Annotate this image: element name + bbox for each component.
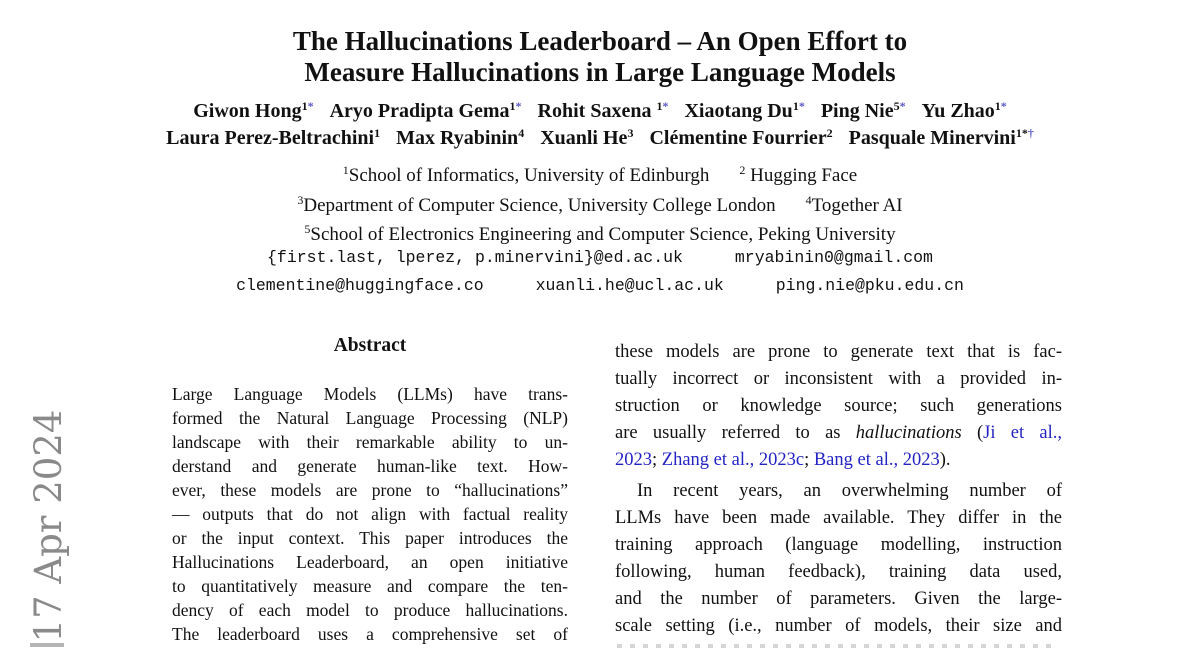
abstract-line: formed the Natural Language Processing (NLP) — [172, 408, 568, 428]
footnote-mark[interactable]: † — [1027, 126, 1034, 140]
abstract-line: or the input context. This paper introduces the — [172, 528, 568, 548]
affiliation-sup: 4 — [805, 192, 812, 207]
author-name: Pasquale Minervini$^{1*\dagger}$ — [848, 126, 1034, 149]
emails-line-1 — [0, 244, 1200, 272]
email-address: clementine@huggingface.co — [236, 275, 484, 295]
footnote-mark[interactable]: * — [515, 99, 522, 113]
cut-off-line — [617, 644, 1057, 648]
author-name: Laura Perez-Beltrachini$^1$ — [166, 126, 381, 149]
author-name: Clémentine Fourrier$^2$ — [649, 126, 833, 149]
intro-line: are usually referred to as hallucinations (Ji et al., — [615, 423, 1062, 443]
citation-link[interactable]: Bang et al., 2023 — [813, 450, 940, 470]
author-affiliation-sup: 1 — [792, 99, 799, 113]
affiliations — [0, 162, 1200, 251]
intro-paragraph-1 — [615, 339, 1062, 474]
author-name: Ping Nie$^{5*}$ — [820, 99, 906, 122]
intro-line: tually incorrect or inconsistent with a provided in- — [615, 369, 1062, 389]
author-name: Xuanli He$^3$ — [540, 126, 634, 149]
intro-line: these models are prone to generate text that is fac- — [615, 342, 1062, 362]
intro-line: LLMs have been made available. They differ in the — [615, 508, 1062, 528]
affiliation-sup: 5 — [304, 222, 311, 236]
email-address: mryabinin0@gmail.com — [734, 248, 933, 267]
abstract-heading: Abstract — [333, 335, 407, 356]
abstract-line: ever, these models are prone to “hallucinations” — [172, 480, 568, 500]
intro-line: scale setting (i.e., number of models, their size and — [615, 616, 1062, 636]
footnote-mark[interactable]: * — [798, 99, 805, 113]
abstract-line: — outputs that do not align with factual reality — [172, 504, 568, 524]
abstract-line: to quantitatively measure and compare the ten- — [172, 576, 568, 596]
abstract-line: Large Language Models (LLMs) have trans- — [172, 384, 568, 404]
intro-paragraph-2 — [615, 478, 1062, 640]
citation-link[interactable]: Zhang et al., 2023c — [661, 450, 805, 470]
intro-line: In recent years, an overwhelming number of — [637, 481, 1062, 501]
intro-line: and the number of parameters. Given the large- — [615, 589, 1062, 609]
affiliation-line: $^1$School of Informatics, University of Edinburgh $^2$ Hugging Face — [342, 163, 858, 186]
author-name: Xiaotang $Du^{1*}$ — [684, 99, 805, 122]
emails — [0, 244, 1200, 299]
author-name: Yu Zhao$^{1*}$ — [921, 99, 1007, 122]
citation-link[interactable]: 2023 — [615, 450, 652, 470]
affiliation-line: $^3$Department of Computer Science, University College London $^4$Together AI — [297, 192, 903, 216]
author-name: Rohit Saxena $^{1*}$ — [537, 99, 669, 122]
author-affiliation-sup: 1 — [509, 99, 516, 113]
author-affiliation-sup: 1 — [301, 99, 308, 113]
abstract-line: Hallucinations Leaderboard, an open initiative — [172, 552, 568, 572]
paper-title — [0, 26, 1200, 88]
author-affiliation-sup: 1 — [656, 99, 663, 113]
intro-line: training approach (language modelling, instruction — [615, 535, 1062, 555]
footnote-mark[interactable]: * — [307, 99, 314, 113]
author-affiliation-sup: 1 — [374, 126, 381, 140]
email-address: {first.last, lperez, p.minervini}@ed.ac.uk — [267, 248, 683, 267]
author-affiliation-sup: 1 — [1015, 126, 1022, 140]
affiliation-sup: 1 — [342, 163, 349, 177]
affiliation-sup: 3 — [297, 192, 304, 207]
author-affiliation-sup: 4 — [518, 126, 525, 140]
abstract-line: landscape with their remarkable ability to un- — [172, 432, 568, 452]
italic-term: hallucinations — [855, 423, 962, 443]
footnote-mark[interactable]: * — [1000, 99, 1007, 113]
author-affiliation-sup: 5 — [893, 99, 900, 113]
email-address: xuanli.he@ucl.ac.uk — [535, 275, 724, 295]
authors-line-1 — [0, 98, 1200, 127]
footnote-mark[interactable]: * — [899, 99, 906, 113]
intro-line: struction or knowledge source; such generations — [615, 396, 1062, 416]
author-name: Aryo Pradipta Gema$^{1*}$ — [329, 99, 522, 122]
emails-line-2 — [0, 272, 1200, 300]
intro-line: following, human feedback), training data used, — [615, 562, 1062, 582]
affiliation-line: $^5$School of Electronics Engineering and Computer Science, Peking University — [304, 222, 896, 245]
title-line-2: Measure Hallucinations in Large Language Models — [304, 57, 896, 87]
intro-line: 2023; Zhang et al., 2023c; Bang et al., 2023). — [615, 450, 951, 470]
author-affiliation-sup: 2 — [826, 126, 833, 140]
watermark-fragment — [30, 643, 64, 647]
abstract-text — [172, 382, 568, 646]
footnote-mark: * — [1021, 126, 1028, 140]
email-address: ping.nie@pku.edu.cn — [775, 275, 964, 295]
arxiv-date-watermark: 17 Apr 2024 — [27, 409, 70, 643]
author-affiliation-sup: 3 — [627, 126, 634, 140]
author-affiliation-sup: 1 — [994, 99, 1001, 113]
citation-link[interactable]: Ji et al., — [983, 423, 1062, 443]
abstract-line: dency of each model to produce hallucinations. — [172, 600, 568, 620]
author-name: Giwon Hong$^{1*}$ — [193, 99, 314, 122]
footnote-mark[interactable]: * — [662, 99, 669, 113]
title-line-1: The Hallucinations Leaderboard – An Open Effort to — [292, 26, 908, 56]
abstract-line: derstand and generate human-like text. How- — [172, 456, 568, 476]
affiliation-sup: 2 — [739, 163, 746, 177]
authors-line-2 — [0, 125, 1200, 154]
abstract-line: The leaderboard uses a comprehensive set of — [172, 624, 568, 644]
author-name: Max Ryabinin$^4$ — [396, 126, 525, 149]
